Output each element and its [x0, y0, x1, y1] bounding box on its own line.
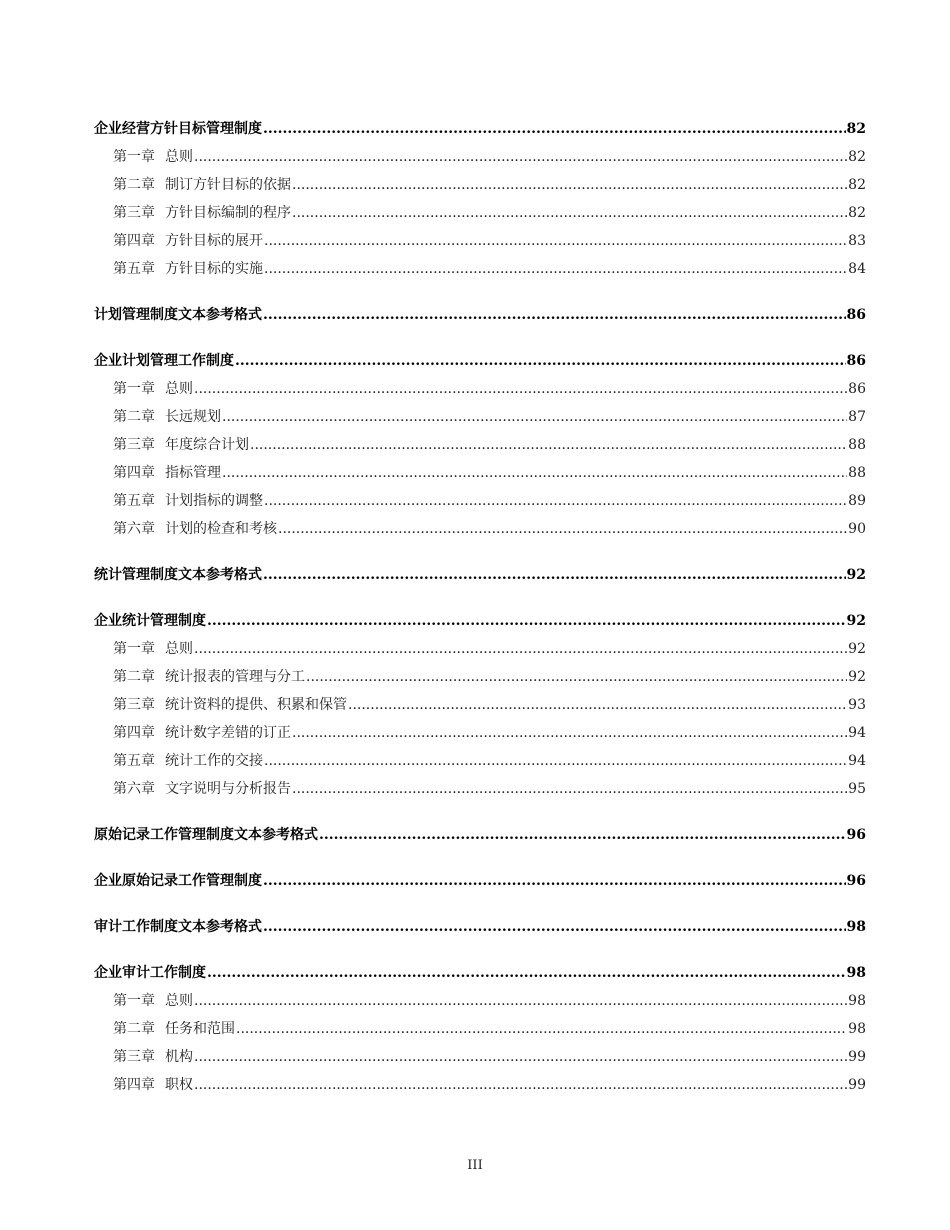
- toc-page-number: 84: [848, 261, 866, 277]
- dot-leader: [194, 149, 847, 165]
- toc-chapter-entry[interactable]: [94, 694, 866, 722]
- dot-leader: [292, 781, 847, 797]
- toc-section-entry[interactable]: [94, 824, 866, 852]
- dot-leader: [263, 567, 846, 583]
- toc-chapter-number: 第一章: [113, 149, 155, 165]
- dot-leader: [235, 353, 846, 369]
- toc-entry-title: 企业经营方针目标管理制度: [94, 121, 262, 137]
- toc-chapter-number: 第四章: [113, 465, 155, 481]
- dot-leader: [263, 919, 846, 935]
- toc-entry-title: 任务和范围: [165, 1021, 235, 1037]
- toc-entry-title: 制订方针目标的依据: [165, 177, 291, 193]
- toc-page-number: 95: [848, 781, 866, 797]
- toc-page-number: 98: [846, 919, 866, 935]
- toc-entry-title: 统计资料的提供、积累和保管: [165, 697, 347, 713]
- dot-leader: [306, 669, 847, 685]
- toc-page-number: 94: [848, 725, 866, 741]
- toc-entry-title: 计划管理制度文本参考格式: [94, 307, 262, 323]
- toc-chapter-number: 第二章: [113, 177, 155, 193]
- toc-section-entry[interactable]: [94, 916, 866, 944]
- toc-chapter-number: 第六章: [113, 521, 155, 537]
- dot-leader: [263, 121, 846, 137]
- toc-chapter-entry[interactable]: [94, 638, 866, 666]
- toc-chapter-number: 第二章: [113, 409, 155, 425]
- toc-page-number: 86: [848, 381, 866, 397]
- dot-leader: [194, 993, 847, 1009]
- toc-page-number: 86: [846, 353, 866, 369]
- toc-entry-title: 统计工作的交接: [165, 753, 263, 769]
- toc-page-number: 89: [848, 493, 866, 509]
- dot-leader: [207, 965, 846, 981]
- dot-leader: [264, 493, 847, 509]
- toc-page-number: 82: [848, 149, 866, 165]
- toc-chapter-entry[interactable]: [94, 146, 866, 174]
- dot-leader: [222, 465, 847, 481]
- toc-page-number: 87: [848, 409, 866, 425]
- toc-page-number: 92: [848, 669, 866, 685]
- toc-entry-title: 方针目标的展开: [165, 233, 263, 249]
- dot-leader: [292, 177, 847, 193]
- toc-chapter-entry[interactable]: [94, 518, 866, 546]
- toc-entry-title: 长远规划: [165, 409, 221, 425]
- dot-leader: [207, 613, 846, 629]
- toc-page-number: 96: [846, 873, 866, 889]
- dot-leader: [319, 827, 846, 843]
- toc-chapter-number: 第一章: [113, 993, 155, 1009]
- toc-page-number: 90: [848, 521, 866, 537]
- toc-page-number: 88: [848, 437, 866, 453]
- toc-chapter-entry[interactable]: [94, 406, 866, 434]
- toc-chapter-entry[interactable]: [94, 666, 866, 694]
- toc-page-number: 83: [848, 233, 866, 249]
- toc-chapter-entry[interactable]: [94, 778, 866, 806]
- dot-leader: [348, 697, 847, 713]
- toc-entry-title: 指标管理: [165, 465, 221, 481]
- toc-entry-title: 总则: [165, 641, 193, 657]
- toc-chapter-number: 第四章: [113, 233, 155, 249]
- toc-entry-title: 总则: [165, 381, 193, 397]
- toc-chapter-entry[interactable]: [94, 202, 866, 230]
- toc-chapter-number: 第一章: [113, 381, 155, 397]
- toc-section-entry[interactable]: [94, 350, 866, 378]
- toc-entry-title: 机构: [165, 1049, 193, 1065]
- toc-section-entry[interactable]: [94, 610, 866, 638]
- toc-page-number: 98: [848, 993, 866, 1009]
- dot-leader: [292, 725, 847, 741]
- toc-section-entry[interactable]: [94, 962, 866, 990]
- toc-entry-title: 企业计划管理工作制度: [94, 353, 234, 369]
- toc-entry-title: 总则: [165, 149, 193, 165]
- toc-entry-title: 统计数字差错的订正: [165, 725, 291, 741]
- toc-section-entry[interactable]: [94, 564, 866, 592]
- toc-chapter-number: 第五章: [113, 753, 155, 769]
- toc-chapter-entry[interactable]: [94, 174, 866, 202]
- toc-chapter-entry[interactable]: [94, 722, 866, 750]
- toc-chapter-entry[interactable]: [94, 434, 866, 462]
- toc-chapter-number: 第六章: [113, 781, 155, 797]
- toc-chapter-number: 第一章: [113, 641, 155, 657]
- toc-chapter-number: 第二章: [113, 1021, 155, 1037]
- toc-chapter-entry[interactable]: [94, 750, 866, 778]
- toc-page-number: 99: [848, 1049, 866, 1065]
- toc-entry-title: 企业原始记录工作管理制度: [94, 873, 262, 889]
- toc-chapter-number: 第三章: [113, 205, 155, 221]
- toc-section-entry[interactable]: [94, 870, 866, 898]
- toc-page-number: 92: [846, 613, 866, 629]
- toc-chapter-number: 第三章: [113, 437, 155, 453]
- dot-leader: [278, 521, 847, 537]
- toc-entry-title: 总则: [165, 993, 193, 1009]
- page-number: III: [467, 1158, 483, 1173]
- toc-chapter-number: 第四章: [113, 1077, 155, 1093]
- dot-leader: [194, 1077, 847, 1093]
- dot-leader: [264, 261, 847, 277]
- toc-entry-title: 计划指标的调整: [165, 493, 263, 509]
- toc-entry-title: 年度综合计划: [165, 437, 249, 453]
- dot-leader: [194, 641, 847, 657]
- table-of-contents: [94, 118, 866, 1102]
- toc-chapter-entry[interactable]: [94, 490, 866, 518]
- toc-chapter-entry[interactable]: [94, 1046, 866, 1074]
- toc-entry-title: 统计报表的管理与分工: [165, 669, 305, 685]
- dot-leader: [263, 307, 846, 323]
- toc-chapter-entry[interactable]: [94, 1074, 866, 1102]
- toc-entry-title: 职权: [165, 1077, 193, 1093]
- toc-page-number: 94: [848, 753, 866, 769]
- toc-chapter-number: 第五章: [113, 493, 155, 509]
- toc-entry-title: 原始记录工作管理制度文本参考格式: [94, 827, 318, 843]
- toc-page-number: 82: [848, 205, 866, 221]
- toc-chapter-entry[interactable]: [94, 258, 866, 286]
- dot-leader: [236, 1021, 847, 1037]
- dot-leader: [292, 205, 847, 221]
- toc-chapter-entry[interactable]: [94, 990, 866, 1018]
- toc-page-number: 93: [848, 697, 866, 713]
- toc-page-number: 96: [846, 827, 866, 843]
- dot-leader: [222, 409, 847, 425]
- toc-chapter-entry[interactable]: [94, 462, 866, 490]
- toc-chapter-number: 第五章: [113, 261, 155, 277]
- toc-page-number: 88: [848, 465, 866, 481]
- toc-section-entry[interactable]: [94, 118, 866, 146]
- toc-page-number: 98: [846, 965, 866, 981]
- toc-entry-title: 方针目标的实施: [165, 261, 263, 277]
- toc-chapter-number: 第三章: [113, 1049, 155, 1065]
- toc-page-number: 92: [846, 567, 866, 583]
- toc-page-number: 98: [848, 1021, 866, 1037]
- toc-chapter-number: 第三章: [113, 697, 155, 713]
- dot-leader: [194, 381, 847, 397]
- toc-chapter-number: 第二章: [113, 669, 155, 685]
- dot-leader: [264, 753, 847, 769]
- toc-chapter-number: 第四章: [113, 725, 155, 741]
- dot-leader: [263, 873, 846, 889]
- toc-page-number: 82: [846, 121, 866, 137]
- toc-page-number: 99: [848, 1077, 866, 1093]
- toc-section-entry[interactable]: [94, 304, 866, 332]
- dot-leader: [264, 233, 847, 249]
- toc-entry-title: 计划的检查和考核: [165, 521, 277, 537]
- toc-chapter-entry[interactable]: [94, 230, 866, 258]
- toc-entry-title: 企业统计管理制度: [94, 613, 206, 629]
- toc-entry-title: 文字说明与分析报告: [165, 781, 291, 797]
- toc-entry-title: 审计工作制度文本参考格式: [94, 919, 262, 935]
- toc-entry-title: 企业审计工作制度: [94, 965, 206, 981]
- toc-chapter-entry[interactable]: [94, 378, 866, 406]
- toc-entry-title: 统计管理制度文本参考格式: [94, 567, 262, 583]
- dot-leader: [194, 1049, 847, 1065]
- toc-chapter-entry[interactable]: [94, 1018, 866, 1046]
- toc-entry-title: 方针目标编制的程序: [165, 205, 291, 221]
- toc-page-number: 92: [848, 641, 866, 657]
- dot-leader: [250, 437, 847, 453]
- toc-page-number: 86: [846, 307, 866, 323]
- toc-page-number: 82: [848, 177, 866, 193]
